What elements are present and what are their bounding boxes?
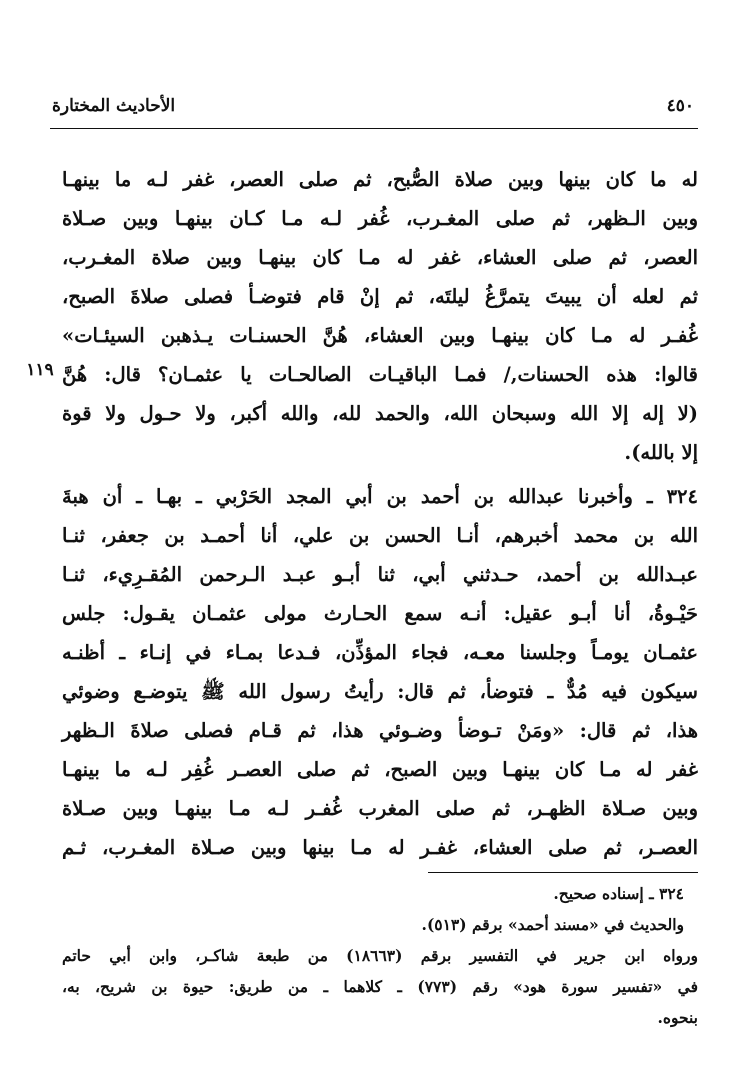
body-line: عثمـان يومـاً وجلسنا معـه، فجاء المؤذِّن، فـدعا بمـاء في إنـاء ـ أظنـه (62, 641, 698, 664)
footnote-rule (428, 872, 698, 873)
body-line: ٣٢٤ ـ وأخبرنا عبدالله بن أحمد بن أبي المجد الحَرْبي ـ بهـا ـ أن هبةَ (62, 485, 698, 508)
body-line: وبين صـلاة الظهـر، ثم صلى المغرب غُفـر لـه مـا بينهـا وبين صـلاة (62, 797, 698, 820)
footnote-line: في «تفسير سورة هود» رقم (٧٧٣) ـ كلاهما ـ من طريق: حيوة بن شريح، به، (62, 977, 698, 996)
body-line: العصر، ثم صلى العشاء، غفر له مـا كان بينهـا وبين صلاة المغـرب، (62, 246, 698, 269)
footnotes (62, 878, 698, 1033)
body-text-top (62, 160, 698, 472)
running-title: الأحاديث المختارة (52, 96, 176, 116)
body-line: (لا إله إلا الله وسبحان الله، والحمد لله، والله أكبر، ولا حـول ولا قوة (62, 402, 698, 425)
body-line: وبين الـظهر، ثم صلى المغـرب، غُفر لـه مـا كـان بينهـا وبين صـلاة (62, 207, 698, 230)
body-line: حَيْـوةُ، أنا أبـو عقيل: أنـه سمع الحـارث مولى عثمـان يقـول: جلس (62, 602, 698, 625)
body-line: قالوا: هذه الحسنات,/ فمـا الباقيـات الصالحـات يا عثمـان؟ قال: هُنَّ (62, 363, 698, 386)
footnote-line: بنحوه. (657, 1008, 698, 1027)
page-number: ٤٥٠ (666, 96, 694, 116)
body-text-hadith-324 (62, 477, 698, 867)
body-line: الله بن محمد أخبرهم، أنـا الحسن بن علي، أنا أحمـد بن جعفر، ثنـا (62, 524, 698, 547)
footnote-line: ورواه ابن جرير في التفسير برقم (١٨٦٦٣) من طبعة شاكـر، وابن أبي حاتم (62, 946, 698, 965)
body-line: غُفـر له مـا كان بينهـا وبين العشاء، هُنَّ الحسنـات يـذهبن السيئـات» (62, 324, 698, 347)
body-line: سيكون فيه مُدٌّ ـ فتوضأ، ثم قال: رأيتُ رسول الله ﷺ يتوضـع وضوئي (62, 680, 698, 703)
margin-page-marker: ١١٩ (26, 360, 54, 380)
body-line: غفر له مـا كان بينهـا وبين الصبح، ثم صلى العصـر غُفِر لـه ما بينهـا (62, 758, 698, 781)
body-line: إلا بالله). (624, 441, 698, 464)
running-header (52, 92, 694, 120)
footnote-line: والحديث في «مسند أحمد» برقم (٥١٣). (421, 915, 684, 934)
body-line: عبـدالله بن أحمد، حـدثني أبي، ثنا أبـو عبـد الـرحمن المُقـرِيء، ثنـا (62, 563, 698, 586)
footnote-line: ٣٢٤ ـ إسناده صحيح. (553, 884, 684, 903)
body-line: ثم لعله أن يبيتَ يتمرَّغُ ليلتَه، ثم إنْ قام فتوضـأ فصلى صلاةَ الصبح، (62, 285, 698, 308)
header-rule (50, 128, 698, 129)
body-line: له ما كان بينها وبين صلاة الصُّبح، ثم صلى العصر، غفر لـه ما بينهـا (62, 168, 698, 191)
body-line: هذا، ثم قال: «ومَنْ تـوضأ وضـوئي هذا، ثم قـام فصلى صلاةَ الـظهر (62, 719, 698, 742)
body-line: العصـر، ثم صلى العشاء، غفـر له مـا بينها وبين صـلاة المغـرب، ثـم (62, 836, 698, 859)
